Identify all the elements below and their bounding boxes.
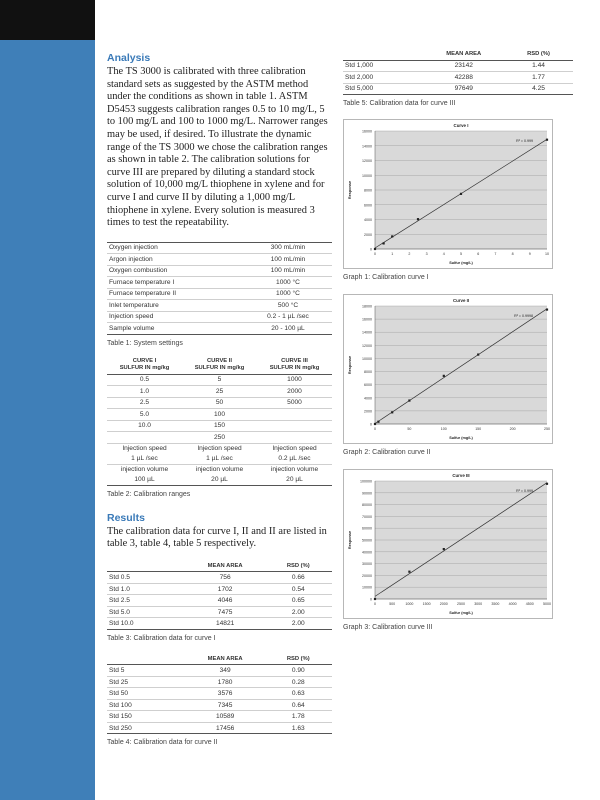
table-row bbox=[107, 711, 332, 723]
y-tick-label: 18000 bbox=[362, 304, 372, 309]
x-tick-label: 2 bbox=[408, 252, 411, 256]
mean-area-value: 3576 bbox=[186, 688, 265, 700]
range-cell: 5000 bbox=[257, 397, 332, 409]
y-tick-label: 12000 bbox=[362, 159, 372, 163]
x-tick-label: 3500 bbox=[491, 602, 500, 606]
rsd-value: 0.65 bbox=[265, 595, 333, 607]
table-row bbox=[107, 443, 332, 464]
chart-curve-2 bbox=[343, 294, 553, 444]
mean-area-value: 23142 bbox=[424, 60, 505, 72]
setting-value: 1000 °C bbox=[244, 277, 332, 289]
curve-column-header: CURVE I SULFUR IN mg/kg bbox=[107, 358, 182, 375]
rsd-value: 0.64 bbox=[265, 699, 333, 711]
table-row bbox=[107, 665, 332, 677]
range-cell: 5.0 bbox=[107, 409, 182, 421]
setting-value: 1000 °C bbox=[244, 288, 332, 300]
rsd-value: 2.00 bbox=[265, 606, 333, 618]
setting-value: 20 - 100 µL bbox=[244, 323, 332, 335]
y-axis-label: Response bbox=[348, 180, 352, 200]
table-row bbox=[343, 83, 573, 95]
y-tick-label: 40000 bbox=[362, 550, 372, 555]
x-tick-label: 4000 bbox=[508, 602, 517, 606]
results-heading: Results bbox=[107, 511, 145, 524]
table5-caption: Table 5: Calibration data for curve III bbox=[343, 100, 456, 107]
chart-curve-3 bbox=[343, 469, 553, 619]
injection-speed-cell: Injection speed 1 µL /sec bbox=[182, 443, 257, 464]
x-tick-label: 5000 bbox=[543, 602, 551, 606]
injection-speed-cell: Injection speed 1 µL /sec bbox=[107, 443, 182, 464]
y-tick-label: 2000 bbox=[364, 232, 372, 237]
std-label: Std 25 bbox=[107, 676, 186, 688]
table-row bbox=[107, 254, 332, 266]
injection-volume-cell: injection volume 20 µL bbox=[182, 464, 257, 485]
table-row bbox=[107, 397, 332, 409]
mean-area-value: 97649 bbox=[424, 83, 505, 95]
chart-title: Curve I bbox=[453, 123, 469, 128]
mean-area-value: 10589 bbox=[186, 711, 265, 723]
y-tick-label: 16000 bbox=[362, 317, 372, 322]
x-tick-label: 10 bbox=[545, 252, 549, 256]
table-row bbox=[107, 420, 332, 432]
range-cell: 2000 bbox=[257, 386, 332, 398]
x-tick-label: 3000 bbox=[474, 602, 483, 606]
rsd-value: 1.44 bbox=[504, 60, 573, 72]
system-settings-table bbox=[107, 242, 332, 335]
y-tick-label: 6000 bbox=[364, 203, 372, 208]
chart-title: Curve II bbox=[452, 298, 470, 303]
y-tick-label: 90000 bbox=[362, 491, 372, 496]
table-row bbox=[107, 409, 332, 421]
setting-value: 500 °C bbox=[244, 300, 332, 312]
table4 bbox=[107, 653, 332, 735]
table1-caption: Table 1: System settings bbox=[107, 339, 183, 347]
data-point bbox=[443, 548, 445, 550]
injection-speed-cell: Injection speed 0.2 µL /sec bbox=[257, 443, 332, 464]
y-tick-label: 14000 bbox=[362, 330, 372, 335]
setting-label: Oxygen combustion bbox=[107, 265, 244, 277]
x-tick-label: 4 bbox=[442, 252, 445, 256]
x-tick-label: 9 bbox=[528, 252, 531, 256]
x-tick-label: 100 bbox=[440, 427, 447, 431]
y-tick-label: 10000 bbox=[362, 585, 372, 590]
rsd-value: 1.63 bbox=[265, 722, 333, 734]
table-row bbox=[107, 464, 332, 485]
y-tick-label: 0 bbox=[370, 247, 372, 252]
table3-caption: Table 3: Calibration data for curve I bbox=[107, 634, 216, 642]
mean-area-value: 7475 bbox=[186, 606, 265, 618]
table-row bbox=[107, 595, 332, 607]
x-tick-label: 2500 bbox=[457, 602, 465, 606]
range-cell bbox=[107, 432, 182, 444]
y-tick-label: 50000 bbox=[362, 538, 372, 543]
y-tick-label: 4000 bbox=[364, 218, 372, 222]
y-tick-label: 30000 bbox=[362, 562, 372, 567]
rsd-value: 0.28 bbox=[265, 676, 333, 688]
range-cell: 5 bbox=[182, 374, 257, 386]
sidebar-top-block bbox=[0, 0, 95, 40]
mean-area-value: 1780 bbox=[186, 676, 265, 688]
y-tick-label: 8000 bbox=[364, 370, 372, 375]
table-row bbox=[107, 699, 332, 711]
x-tick-label: 0 bbox=[374, 602, 376, 606]
data-point bbox=[377, 421, 379, 423]
y-tick-label: 12000 bbox=[362, 343, 372, 348]
table5-mean-header: MEAN AREA bbox=[424, 48, 505, 60]
table-row bbox=[107, 572, 332, 584]
injection-volume-cell: injection volume 100 µL bbox=[107, 464, 182, 485]
table-row bbox=[107, 242, 332, 254]
range-cell: 1000 bbox=[257, 374, 332, 386]
left-column bbox=[107, 52, 332, 746]
y-tick-label: 16000 bbox=[362, 129, 372, 134]
mean-area-value: 14821 bbox=[186, 618, 265, 630]
range-cell: 0.5 bbox=[107, 374, 182, 386]
data-point bbox=[546, 483, 548, 485]
x-tick-label: 250 bbox=[544, 427, 550, 431]
table5-rsd-header: RSD (%) bbox=[504, 48, 573, 60]
range-cell: 150 bbox=[182, 420, 257, 432]
mean-area-value: 756 bbox=[186, 572, 265, 584]
data-point bbox=[374, 598, 376, 600]
std-label: Std 1.0 bbox=[107, 583, 186, 595]
x-tick-label: 200 bbox=[509, 427, 516, 431]
data-point bbox=[391, 235, 393, 237]
data-point bbox=[408, 571, 410, 573]
table-row bbox=[107, 676, 332, 688]
table3-rsd-header: RSD (%) bbox=[265, 560, 333, 572]
y-axis-label: Response bbox=[348, 355, 352, 375]
range-cell: 100 bbox=[182, 409, 257, 421]
curve-column-header: CURVE II SULFUR IN mg/kg bbox=[182, 358, 257, 375]
rsd-value: 0.54 bbox=[265, 583, 333, 595]
x-tick-label: 5 bbox=[460, 252, 462, 256]
mean-area-value: 1702 bbox=[186, 583, 265, 595]
results-paragraph: The calibration data for curve I, II and II are listed in table 3, table 4, table 5 respectively. bbox=[107, 525, 327, 550]
data-point bbox=[477, 353, 479, 355]
r-squared-annotation: R² = 0.999 bbox=[516, 489, 533, 493]
setting-value: 300 mL/min bbox=[244, 242, 332, 254]
table-row bbox=[107, 277, 332, 289]
y-axis-label: Response bbox=[348, 530, 352, 550]
rsd-value: 2.00 bbox=[265, 618, 333, 630]
setting-value: 100 mL/min bbox=[244, 265, 332, 277]
std-label: Std 2.5 bbox=[107, 595, 186, 607]
range-cell bbox=[257, 432, 332, 444]
sidebar-blue-band bbox=[0, 40, 95, 800]
data-point bbox=[374, 248, 376, 250]
table-row bbox=[107, 311, 332, 323]
range-cell: 2.5 bbox=[107, 397, 182, 409]
x-axis-label: Sulfur (mg/L) bbox=[449, 261, 473, 265]
r-squared-annotation: R² = 0.9998 bbox=[514, 314, 533, 318]
table4-rsd-header: RSD (%) bbox=[265, 653, 333, 665]
table-row bbox=[107, 323, 332, 335]
setting-label: Injection speed bbox=[107, 311, 244, 323]
x-tick-label: 50 bbox=[407, 427, 412, 431]
x-tick-label: 7 bbox=[494, 252, 497, 256]
table-row bbox=[107, 374, 332, 386]
std-label: Std 5.0 bbox=[107, 606, 186, 618]
analysis-heading: Analysis bbox=[107, 52, 151, 64]
table-row bbox=[107, 432, 332, 444]
x-tick-label: 0 bbox=[374, 427, 376, 431]
x-tick-label: 1000 bbox=[405, 602, 414, 606]
table-row bbox=[343, 72, 573, 84]
data-point bbox=[383, 242, 385, 244]
mean-area-value: 17456 bbox=[186, 722, 265, 734]
std-label: Std 10.0 bbox=[107, 618, 186, 630]
table2-caption: Table 2: Calibration ranges bbox=[107, 490, 191, 498]
graph1-caption: Graph 1: Calibration curve I bbox=[343, 274, 429, 281]
y-tick-label: 0 bbox=[370, 422, 372, 427]
y-tick-label: 2000 bbox=[364, 409, 372, 414]
std-label: Std 5 bbox=[107, 665, 186, 677]
mean-area-value: 4046 bbox=[186, 595, 265, 607]
y-tick-label: 8000 bbox=[364, 188, 372, 193]
table5 bbox=[343, 48, 573, 95]
graph3-caption: Graph 3: Calibration curve III bbox=[343, 624, 433, 631]
x-tick-label: 8 bbox=[511, 252, 514, 256]
mean-area-value: 42288 bbox=[424, 72, 505, 84]
y-tick-label: 6000 bbox=[364, 383, 372, 388]
y-tick-label: 100000 bbox=[360, 479, 372, 484]
table-row bbox=[343, 60, 573, 72]
table-row bbox=[107, 386, 332, 398]
range-cell: 1.0 bbox=[107, 386, 182, 398]
data-point bbox=[374, 423, 376, 425]
y-tick-label: 0 bbox=[370, 597, 372, 602]
table-row bbox=[107, 618, 332, 630]
x-tick-label: 1 bbox=[391, 252, 394, 256]
std-label: Std 150 bbox=[107, 711, 186, 723]
x-axis-label: Sulfur (mg/L) bbox=[449, 611, 473, 615]
data-point bbox=[443, 375, 445, 377]
table3-mean-header: MEAN AREA bbox=[186, 560, 265, 572]
data-point bbox=[546, 139, 548, 141]
std-label: Std 5,000 bbox=[343, 83, 424, 95]
std-label: Std 1,000 bbox=[343, 60, 424, 72]
std-label: Std 250 bbox=[107, 722, 186, 734]
std-label: Std 0.5 bbox=[107, 572, 186, 584]
x-tick-label: 4500 bbox=[525, 602, 534, 606]
table-row bbox=[107, 688, 332, 700]
y-tick-label: 4000 bbox=[364, 396, 372, 401]
table-row bbox=[107, 300, 332, 312]
right-column bbox=[343, 48, 573, 631]
x-tick-label: 2000 bbox=[439, 602, 448, 606]
graph2-caption: Graph 2: Calibration curve II bbox=[343, 449, 431, 456]
table4-mean-header: MEAN AREA bbox=[186, 653, 265, 665]
chart-curve-1 bbox=[343, 119, 553, 269]
mean-area-value: 349 bbox=[186, 665, 265, 677]
setting-label: Sample volume bbox=[107, 323, 244, 335]
data-point bbox=[417, 218, 419, 220]
table-row bbox=[107, 722, 332, 734]
setting-label: Oxygen injection bbox=[107, 242, 244, 254]
injection-volume-cell: injection volume 20 µL bbox=[257, 464, 332, 485]
rsd-value: 0.66 bbox=[265, 572, 333, 584]
range-cell bbox=[257, 409, 332, 421]
y-tick-label: 20000 bbox=[362, 573, 372, 578]
r-squared-annotation: R² = 0.999 bbox=[516, 139, 533, 143]
std-label: Std 2,000 bbox=[343, 72, 424, 84]
range-cell: 250 bbox=[182, 432, 257, 444]
x-tick-label: 500 bbox=[389, 602, 396, 606]
y-tick-label: 80000 bbox=[362, 503, 372, 508]
y-tick-label: 10000 bbox=[362, 356, 372, 361]
x-tick-label: 3 bbox=[425, 252, 428, 256]
analysis-paragraph: The TS 3000 is calibrated with three calibration standard sets as suggested by the ASTM method under the conditions as shown in table 1. ASTM D5453 suggests calibration ranges 0.5 to 10 mg/L, 5 to 100 mg/L and 100 to 1000 mg/L. Narrower ranges may be used, if desired. To illustrate the dynamic range of the TS 3000 we chose the calibration ranges as shown in table 2. The calibration solutions for curve III are prepared by diluting a standard stock solution of 10,000 mg/L thiophene in xylene and for curve I and curve II by diluting a 1,000 mg/L thiophene in xylene. Every solution is measured 3 times to test the repeatability. bbox=[107, 66, 328, 229]
range-cell bbox=[257, 420, 332, 432]
data-point bbox=[391, 411, 393, 413]
setting-label: Furnace temperature II bbox=[107, 288, 244, 300]
table-row bbox=[107, 606, 332, 618]
mean-area-value: 7345 bbox=[186, 699, 265, 711]
range-cell: 50 bbox=[182, 397, 257, 409]
x-axis-label: Sulfur (mg/L) bbox=[449, 436, 473, 440]
rsd-value: 0.63 bbox=[265, 688, 333, 700]
y-tick-label: 60000 bbox=[362, 526, 372, 531]
setting-value: 100 mL/min bbox=[244, 254, 332, 266]
y-tick-label: 14000 bbox=[362, 144, 372, 149]
curve-column-header: CURVE III SULFUR IN mg/kg bbox=[257, 358, 332, 375]
y-tick-label: 10000 bbox=[362, 173, 372, 178]
rsd-value: 0.90 bbox=[265, 665, 333, 677]
rsd-value: 4.25 bbox=[504, 83, 573, 95]
chart-title: Curve III bbox=[452, 473, 470, 478]
range-cell: 10.0 bbox=[107, 420, 182, 432]
rsd-value: 1.78 bbox=[265, 711, 333, 723]
table4-caption: Table 4: Calibration data for curve II bbox=[107, 739, 218, 747]
data-point bbox=[408, 399, 410, 401]
std-label: Std 50 bbox=[107, 688, 186, 700]
x-tick-label: 0 bbox=[374, 252, 376, 256]
x-tick-label: 6 bbox=[477, 252, 480, 256]
table-row bbox=[107, 583, 332, 595]
data-point bbox=[460, 193, 462, 195]
table-row bbox=[107, 265, 332, 277]
y-tick-label: 70000 bbox=[362, 514, 372, 519]
range-cell: 25 bbox=[182, 386, 257, 398]
x-tick-label: 1500 bbox=[422, 602, 431, 606]
data-point bbox=[546, 308, 548, 310]
setting-label: Furnace temperature I bbox=[107, 277, 244, 289]
table-row bbox=[107, 288, 332, 300]
calibration-ranges-table bbox=[107, 358, 332, 486]
table3 bbox=[107, 560, 332, 630]
std-label: Std 100 bbox=[107, 699, 186, 711]
setting-value: 0.2 - 1 µL /sec bbox=[244, 311, 332, 323]
rsd-value: 1.77 bbox=[504, 72, 573, 84]
setting-label: Inlet temperature bbox=[107, 300, 244, 312]
setting-label: Argon injection bbox=[107, 254, 244, 266]
x-tick-label: 150 bbox=[475, 427, 482, 431]
